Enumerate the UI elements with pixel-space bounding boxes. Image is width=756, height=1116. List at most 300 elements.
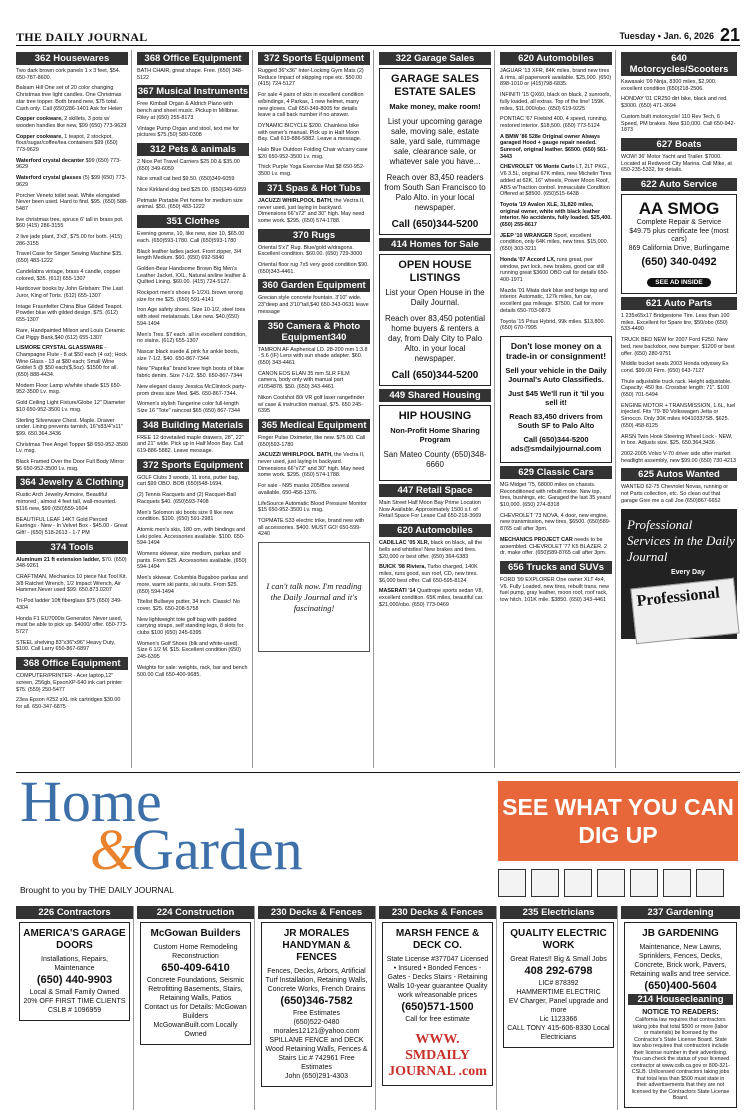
section-header: 374 Tools [16,541,128,554]
listing-text: Rare, Handpainted Milson and Louis Ceramic Cat Piggy Bank,$40 (612) 655-1307 [16,327,125,341]
classified-listing [500,202,612,229]
listing-text: Mazda '01 Miata dark blue and beige top and interior. Automatic, 127k miles, fun car, excellent gas mileage. $7500. Call for more details 650-703-0873 [500,287,608,314]
business-ad [624,922,737,1108]
section-header: 226 Contractors [16,906,133,919]
classified-listing [258,68,370,88]
classified-listing [16,574,128,594]
smog-ad [621,194,737,294]
section-header: 230 Decks & Fences [258,906,375,919]
classified-listing [500,482,612,509]
listing-text: 1 teapot, 2 stockpot, flour/sugar/coffee/tea containers $99 (650) 773-9629 [16,133,118,154]
listing-text: WOW! 36' Motor Yacht and Trailer. $7000. Located at Redwood City Marina. Call Mike, at 650-235-5332, for details. [621,153,732,174]
auto-classifieds-ad [500,336,612,463]
classified-listing [16,383,128,396]
classified-listing [621,337,737,357]
classified-listing [258,347,370,367]
classified-listing [500,164,612,198]
classified-listing [621,484,737,504]
ad-line: SPILLANE FENCE and DECK [269,1037,364,1044]
business-name: AMERICA'S GARAGE DOORS [23,928,126,951]
classified-listing [137,527,249,547]
classified-listing [258,483,370,496]
section-header: 368 Office Equipment [16,657,128,670]
ad-text: 869 California Drive, Burlingame [628,244,730,252]
listing-lead: JACUZZI WHIRLPOOL BATH, [258,452,333,459]
column-4 [379,50,495,768]
classified-listing [500,257,612,284]
ad-text: Reach over 83,450 readers from South San Francisco to Palo Alto. in your local newspaper. [384,173,486,212]
listing-text: Weights for sale: weights, rack, bar and bench 500.00 Call 650-400-9685. [137,664,248,678]
listing-text: the Vectra II, never used, just laying in backyard. Dimensions 66"x72" and 30" high. May need some work. $295. (650) 574-1788. [258,452,365,479]
classified-listing [137,641,249,661]
section-header: 371 Spas & Hot Tubs [258,182,370,195]
business-name: JB GARDENING [642,928,719,939]
classified-listing [258,262,370,275]
listing-text: New "Paprika" brand knee high boots of blue fabric denim. Size 7-1/2. $50. 650-867-7344 [137,366,244,380]
classified-listing [500,116,612,129]
business-ad [19,922,130,1021]
listing-text: live christmas tree, spruce 6' tall in brass pot. $60 (415) 286-3155 [16,216,124,230]
classified-listing [621,114,737,134]
ad-phone: Call (650)344-5200 [391,219,479,230]
listing-text: Main Street Half Moon Bay Prime Location Now Available. Approximately 1500 s.f. of Retail Space For Lease Call 650-218-3669 [379,500,482,520]
bottom-ad-3 [258,906,376,1110]
listing-text: Men's Tres. $7 each. all in excellent condition, no stains. (612) 655-1307 [137,331,247,345]
masthead [16,26,740,46]
listing-text: Womens skiwear, size medium, parkas and pants. From $25. Accessories available. (650) 594-1494 [137,551,247,571]
classified-listing [500,537,612,557]
classified-listing [137,510,249,523]
bricks-icon [597,869,625,897]
bottom-ad-5 [500,906,618,1110]
column-3 [258,50,374,768]
section-header: 621 Auto Parts [621,297,737,310]
classified-listing [16,673,128,693]
home-word: Home [20,769,162,834]
section-header: 364 Jewelry & Clothing [16,476,128,489]
classified-listing [621,379,737,399]
classified-listing [16,269,128,282]
listing-text: Iron Age safety shoes. Size 10-1/2, steel toes with steel metatarsals. Like new. $40.(650) 594-1494 [137,307,246,327]
classified-listing [258,518,370,538]
listing-text: DYNAMIC BICYCLE $200. Chainless bike with owner's manual. Pick up in Half Moon Bay. Call 619-886-5882. Leave a message. [258,122,362,143]
listing-text: Turbo charged, 140K miles, runs good, sun roof, CD, new tires. $6,000 best offer. Call 650-595-8124 [379,564,478,584]
listing-lead: CADILLAC '05 XLR, [379,540,430,547]
listing-text: Golden-Bear Handsome Brown Big Men's Leather Jacket, XXL, Natural aniline leather & Quilted Lining. $60.00. (415) 724-5127. [137,265,247,286]
listing-text: 2 skillets, 3 pots w/ wooden handles like new, $99 (650) 773-9629 [16,116,127,129]
listing-text: Free Kimball Organ & Aldrich Piano with bench and sheet music. Pickup in Millbrae. Riley at (650) 255-8173 [137,101,240,121]
home-garden-banner [16,769,740,904]
ad-title: Don't lose money on a trade-in or consignment! [505,340,607,361]
classified-listing [379,588,491,608]
classified-listing [621,79,737,92]
classified-listing [16,400,128,413]
ad-title: GARAGE SALES ESTATE SALES [390,73,479,98]
classified-listing [258,245,370,258]
classified-listing [16,116,128,129]
promo-box: SEE WHAT YOU CAN DIG UP [498,781,738,861]
ampersand: & [90,817,136,882]
listing-text: FREE 12 dovetailed maple drawers, 28", 22" and 21" wide. Pick up in Half Moon Bay. Call 619-886-5882. Leave message. [137,434,244,455]
classified-listing [137,384,249,397]
listing-text: Nice small cat bed $9.50. (650)349-6059 [137,176,235,183]
classified-listing [137,366,249,379]
business-ad [503,922,614,1048]
listing-text: Oriental floor rug 7x5 very good condition $90. (650)343-4461. [258,262,369,275]
listing-lead: JEEP '10 WRANGER [500,232,553,239]
listing-text: 23ea Epson #252 sXL ink cartridges $30.00 for all. 650-347-6875 [16,697,121,710]
listing-lead: Toyota '19 Avalon XLE, 31,820 miles, original owner, white with black leather interior. No accidents, fully loaded. $25,400. (650) 255-8617 [500,201,612,229]
ad-line: Maintenance, New Lawns, Sprinklers, Fences, Decks, Concrete, Brick work, Pavers, Retaining walls and tree service. [630,944,731,978]
classified-listing [621,154,737,174]
promo-ad [379,405,491,481]
ad-line: HAMMERTIME ELECTRIC [516,989,601,996]
classified-listing [16,517,128,537]
listing-lead: Waterford crystal glasses [16,175,82,182]
ad-line: Fences, Decks, Arbors, Artificial Turf Installation, Retaining Walls, Concrete Works, French Drains [265,968,368,993]
listing-text: STEEL shelving 83"x36"x96" Heavy Duty, $100. Call Larry 650-867-6897 [16,639,116,653]
classified-listing [500,577,612,604]
classified-listing [16,640,128,653]
classified-listing [16,85,128,112]
section-header: 312 Pets & animals [137,143,249,156]
listing-text: Custom built motorcycle! 110 Rev Tech, 6 Speed, PM brakes. New $10,000. Call 650-942-1873 [621,113,736,134]
column-6 [621,50,740,768]
classified-listing [621,451,737,464]
classified-listing [500,68,612,88]
ad-line: CALL TONY 415-606-8330 Local Electricians [507,1025,610,1041]
listing-text: Finger Pulse Oximeter, like new. $75.00. Call (650)593-1780 [258,434,366,448]
classified-listing [16,459,128,472]
classified-listing [258,501,370,514]
issue-date: Tuesday • Jan. 6, 2026 [619,31,714,41]
ad-text: Complete Repair & Service [636,219,722,227]
ad-line: (650)522-0480 morales12121@yahoo.com [273,1019,360,1035]
classified-listing [16,234,128,247]
listing-text: $99 (650) 773-9629 [16,157,121,171]
listing-lead: Copper cookware, [16,116,63,123]
listing-lead: MASERATI '14 [379,588,416,595]
bottom-ad-1 [16,906,134,1110]
listing-text: Evening gowns, 10, like new, size 10, $65.00 each. (650)593-1780. Call (650)593-1780 [137,231,245,244]
section-header: 414 Homes for Sale [379,238,491,251]
paper-name: THE DAILY JOURNAL [16,30,148,44]
listing-text: Rockport men's shoes 9-1/2XL brown wrong size for me $25. (650) 591-4141 [137,290,243,303]
ad-subtitle: Make money, make room! [389,102,481,111]
classified-listing [500,134,612,161]
classified-listing [621,434,737,447]
section-header: 372 Sports Equipment [258,52,370,65]
ad-text: Reach over 83,450 potential home buyers & renters a day, from Daly City to Palo Alto. in your local newspaper. [384,314,486,363]
column-2 [137,50,253,768]
classified-listing [137,401,249,414]
classified-listing [137,475,249,488]
listing-text: Thule adjustable truck rack. Height adjustable. Capacity: 450 lbs. Crossbar length: 71". $100 (650) 701-5494 [621,378,732,399]
listing-text: TAMRON AF Aspherical LD. 28-200 mm 1:3.8 - 5.6 (IF) Lens with sun shade adapter. $60.(650) 343-4461 [258,346,368,366]
section-header: 235 Electricians [500,906,617,919]
business-name: McGowan Builders [150,928,241,939]
classified-listing [16,134,128,154]
section-header: 629 Classic Cars [500,466,612,479]
classified-listing [16,557,128,570]
listing-text: ARSN Twin Hook Steering Wheel Lock - NEW, in box. Adjusts size. $25. 650.364.3436 [621,433,733,447]
ad-line: Lic 1123366 [539,1016,578,1023]
listing-text: Thick Purple Yoga Exercise Mat $8 650-952-3500 Lv. msg. [258,164,365,178]
listing-text: Modern Floor Lamp w/white shade $15 650-952-3500 Lv. msg. [16,382,122,396]
classified-listing [16,492,128,512]
classified-listing [137,176,249,183]
listing-text: JAGUAR '13 XFR, 84K miles, brand new tires & rims, all paperwork available. $25,000. (650) 898-1010 or (415)798-6835. [500,68,612,88]
listing-text: 2 Nice Pet Travel Carriers $25.00 & $35.00 (650) 349-6059 [137,158,240,172]
listing-lead: Aluminum 21 ft extension ladder, [16,556,101,563]
listing-text: - Champagne Flute - 8 at $50 each (4 oz); Hock Wine Glass - 13 at $80 each; Small Wine Goblet 5 @ $50 each($,5oz). $1500 for all. (650) 888-4434. [16,345,127,379]
ad-line: Custom Home Remodeling Reconstruction [153,944,238,960]
listing-text: Women's Golf Shoes (blk and white-used). Size 6 1/2 M. $15. Excellent condition (650) 245-6395 [137,640,241,661]
classified-listing [16,68,128,81]
classified-listing [500,233,612,253]
ad-phone: (650)571-1500 [401,1001,474,1013]
classified-listing [137,492,249,505]
bottom-ad-4 [379,906,497,1110]
ad-line: Contact us for Details: McGowan Builders [144,1004,247,1020]
listing-text: Men's Solomon ski boots size 9 like new condition. $100. (650) 591-2981 [137,509,234,523]
classified-listing [137,126,249,139]
listing-text: TRUCK BED NEW for 2007 Ford F250. New bed, new backdoor, new bumper. $1200 or best offer. (650) 280-9751 [621,337,735,357]
ad-line: State License #377047 Licensed • Insured • Bonded Fences - Gates - Decks Stairs - Retaining Walls 10-year guarantee Quality work w/reasonable prices [386,956,489,999]
listing-text: Men's skiwear. Columbia Bugaboo parkas and more, warm ski pants, ski suits. From $25. (650) 594-1494 [137,575,248,595]
classified-listing [137,617,249,637]
section-header: 214 Housecleaning [628,994,733,1005]
ad-text: Just $45 We'll run it 'til you sell it! [508,388,604,407]
business-name: QUALITY ELECTRIC WORK [510,928,607,951]
listing-text: $70. (650) 348-9261 [16,556,127,570]
listing-text: Women's stylish Tangerine color full-length Size 16 "Tote" raincoat $65 (650) 867-7344 [137,401,241,414]
classified-listing [258,198,370,225]
classified-listing [137,159,249,172]
see-ad-badge: SEE AD INSIDE [647,278,710,287]
listing-text: Sterling Silverware Chest. Maple. Drawer under. Lining prevents tarnish, 16"x83/4"x11" $99. 650.364.3436 [16,417,123,437]
ad-line: Great Rates!! Big & Small Jobs [510,956,607,963]
listing-text: Rugged 36"x36" Inter-Locking Gym Mats (2) Reduce Impact of skipping rope etc. $50.00 (415) 724-5127 [258,68,364,88]
listing-text: Travel Case for Singer Sewing Machine $35. (650) 483-1222 [16,251,123,265]
classified-listing [137,332,249,345]
ad-title: OPEN HOUSE LISTINGS [398,259,472,284]
ad-text: Reach 83,450 drivers from South SF to Palo Alto [509,411,603,430]
listing-lead: MECHANICS PROJECT CAR [500,536,573,543]
listing-text: Kawasaki '09 Ninja, 8300 miles, $2,900, excellent condition (650)218-2506. [621,79,717,92]
classified-listing [258,452,370,479]
section-header: 224 Construction [137,906,254,919]
listing-text: ENGINE MOTOR + TRANSMISSION, 1.6L, fuel injected. Fits '79-'80 Volkswagen Jetta or Sirrocco. Only 30K miles #0410337SB. $625. (650) 458-8125 [621,402,736,429]
section-header: 368 Office Equipment [137,52,249,65]
listing-text: needs to be assembled. CHEVROLET '77 K5 BLAZER. 2 dr, make offer. (650)589-8765 call after 3pm. [500,536,607,557]
classified-listing [500,319,612,332]
classified-listing [16,598,128,611]
classified-listing [621,96,737,109]
listing-text: HONDAY '01 CR250 dirt bike, black and red. $3000. (650) 471-3694 [621,96,728,110]
classified-listing [137,665,249,678]
ad-phone: (650)400-5604 [644,980,717,992]
fence-icon [531,869,559,897]
bottom-ad-6 [621,906,740,1110]
column-5 [500,50,616,768]
ad-line: Installations, Repairs, Maintenance [41,956,108,972]
classified-listing [16,286,128,299]
ad-text: San Mateo County (650)348-6660 [383,450,487,469]
classified-listing [379,540,491,560]
bottom-ad-2 [137,906,255,1110]
listing-text: Nikon Coolshot 80i VR golf laser rangefinder w/ case & instruction manual. $75. 650 245-6395 [258,394,365,415]
listing-text: Halo Blue Outdoor Folding Chair w/carry case $20 650-952-3500 Lv. msg. [258,147,368,160]
column-1 [16,50,132,768]
ad-line: EV Charger, Panel upgrade and more [508,998,609,1014]
listing-text: LifeSource Automatic Blood Pressure Monitor $15 650-952-3500 Lv. msg. [258,500,367,514]
classified-listing [16,304,128,324]
classified-listing [137,307,249,327]
classified-listing [500,288,612,315]
listing-text: Balsam Hill One set of 20 color changing Christmas tree light candles. One Christmas star tree topper. Both brand new, $75 total. Cash only. Call (650)286-1401 Ask for Helen [16,85,123,112]
classified-listing [137,68,249,81]
classified-listing [16,328,128,341]
ad-text: $49.75 plus certificate fee (most cars) [629,227,729,244]
section-header: 360 Garden Equipment [258,279,370,292]
section-header: 365 Medical Equipment [258,419,370,432]
ad-phone: 408 292-6798 [524,965,593,977]
classified-listing [500,513,612,533]
plant-icon [663,869,691,897]
hammer-icon [630,869,658,897]
listing-lead: A BMW '86 528e Original owner Always garaged Hood + gauge repair needed. Sunroof, original leather. $6500. (650) 561-3443 [500,133,608,160]
listing-text: CANON EOS ELAN 35 mm SLR FILM camera, body only with manual part #1054878. $50. (650) 343-4461 [258,370,350,391]
listing-text: Toyota '15 Prius Hybrid, 99k miles. $13,800. (650) 670-7995 [500,318,606,332]
notice-text: NOTICE TO READERS: [642,1009,719,1016]
shovel-icon [498,869,526,897]
ad-line: Concrete Foundations, Seismic Retrofitting Basements, Stairs, Retaining Walls, Patios [146,977,245,1002]
listing-text: BEAUTIFUL LEAF 14KT Gold Pierced Earrings - New - In Velvet Box - $45.00 - Great Gift! - (650) 518-2613 - 1-7 PM [16,516,128,536]
classified-listing [137,101,249,121]
listing-text: New elegant classy Jessica McClintock party-prom dress size Med. $45. 650-867-7344. [137,383,247,397]
saw-icon [696,869,724,897]
classified-listing [258,395,370,415]
listing-lead: Honda '07 Accord LX, [500,256,556,263]
classified-listing [258,295,370,315]
listing-text: New lightweight tote golf bag with padded carrying straps, self standing legs, 8 slots for clubs $100 (650) 245-6395 [137,616,244,637]
classified-listing [258,164,370,177]
listing-text: Petmate Portable Pet home for medium size animal. $50. (650) 483-1222 [137,197,243,211]
section-header: 625 Autos Wanted [621,468,737,481]
ad-line: Wood Retaining Walls, Fences & Stairs Lic.# 742961 Free Estimates [265,1046,368,1071]
classified-listing [16,217,128,230]
ad-phone: (650)346-7582 [280,995,353,1007]
promo-ad [379,68,491,235]
listing-text: (5) $99 (650) 773-9629 [16,175,127,188]
classified-listing [137,231,249,244]
ad-phone: (650) 340-0492 [641,256,717,269]
classified-listing [16,697,128,710]
listing-text: Nice Kirkland dog bed $25.00. (650)349-6059 [137,187,247,194]
listing-text: Titelist Bullseye putter, 34 inch. Classic! No cover. $25. 650-208-5758 [137,599,240,612]
listing-text: Middle bucket seats 2003 Honda odyssey Ex cond. $99.00 Firm. (650) 643-7127 [621,361,729,374]
classified-listing [137,349,249,362]
ad-line: Call for free estimate [405,1016,470,1023]
classified-listing [16,345,128,379]
ad-line: CSLB # 1096959 [47,1007,102,1014]
classified-listing [137,551,249,571]
listing-text: Hardcover books by John Grisham: The Last Juror, King of Torts. (612) 655-1307 [16,286,123,299]
listing-text: Christmas Tree Angel Topper $8 650-952-3500 Lv. msg. [16,441,128,455]
listing-text: Sport, excellent condition, only 64K miles, new tires. $15,000. (650) 303-3211 [500,232,609,253]
ad-line: LIC# 878392 [538,980,579,987]
ad-subtitle: Non-Profit Home Sharing Program [390,426,480,444]
listing-text: Gold Ceiling Light Fixture/Globe 12" Diameter $10 650-952-3500 Lv. msg. [16,400,126,413]
listing-text: For sale 4 pairs of skis in excellent condition w/bindings, 4 Parkas, 1 new helmet, many new gloves. Call 650-349-8005 for details leave a call back number if no answer. [258,92,364,119]
business-ad [140,922,251,1045]
ad-phone: (650) 440-9903 [36,974,113,986]
listing-text: Porcher Veneto toilet seat. White elongated Never been used. Hard to find. $95. (650) 588-5487 [16,192,128,212]
classified-listing [16,442,128,455]
newspaper-headline: Professional [635,583,721,610]
section-header: 362 Housewares [16,52,128,65]
listing-text: Tri-Pod ladder 10ft fiberglass $75 (650) 349-4304 [16,598,122,611]
listing-text: FORD '99 EXPLORER One owner XLT 4x4, V6. Fully Loaded, new tires, rebuilt trans, new fuel pump, gray leather, moon roof, roof rack, tow hitch. 101K mile. $3850. (650) 343-4461 [500,576,610,604]
classified-listing [621,361,737,374]
listing-text: MG Midget '75, 68000 miles on chassis. Reconditioned with rebuilt motor. New top, tires, bushings, etc. Garaged the last 35 years! $10,000. (650) 274-8318 [500,481,612,509]
classified-listing [137,435,249,455]
website-mark: WWW. SMDAILY JOURNAL .com [388,1032,487,1079]
classified-listing [137,187,249,194]
section-header: 372 Sports Equipment [137,459,249,472]
notice-text: California law requires that contractors taking jobs that total $500 or more (labor or materials) be licensed by the Contractor's State License Board. State law also requires that contractors include their license number in their advertising. You can check the status of your licensed contractor at www.cslb.ca.gov or 800-321-CSLB. Unlicensed contractors taking jobs that total less than $500 must state in their advertisements that they are not licensed by the Contractors State License Board. [631,1017,730,1101]
classified-listing [137,198,249,211]
ad-line: 20% OFF FIRST TIME CLIENTS [23,998,126,1005]
section-header: 348 Building Materials [137,419,249,432]
classified-listing [16,175,128,188]
section-header: 640 Motorcycles/Scooters [621,52,737,76]
listing-text: LT, 2LT PKG., V6 3.5L, original 67K miles, new Michelin Tires added at 62K, 16" wheels, Power Moon Roof, ABS w/Traction control. Immaculate Condition Offered at $8500. (650)515-6438 [500,164,612,198]
classified-listing [258,123,370,143]
classified-listing [137,249,249,262]
ad-line: John (650)291-4303 [284,1073,349,1080]
section-header: 447 Retail Space [379,484,491,497]
section-header: 237 Gardening [621,906,740,919]
classified-listing [137,290,249,303]
section-header: 656 Trucks and SUVs [500,561,612,574]
section-header: 449 Shared Housing [379,389,491,402]
listing-text: 2 live jade plant, 3'x3', $75.00 for both. (415) 286-3155 [16,234,123,247]
listing-lead: Waterford crystal decanter [16,157,85,164]
classified-listing [621,403,737,430]
garden-word: Garden [132,817,303,882]
classified-listing [137,575,249,595]
listing-text: CHEVROLET '73 NOVA. 4 door, new engine, new transmission, new tires, $6500. (650)589-8765 call after 3pm. [500,512,611,533]
listing-text: TOPMATE S33 electric trike, brand new with all accessories. $400. MUST GO! 650-599-4240 [258,517,365,538]
listing-text: Candelabra vintage, brass 4 candle, copper colored, $35. (612) 655-1307 [16,268,121,282]
classified-listing [379,500,491,520]
classified-listing [258,435,370,448]
listing-text: black on black, all the bells and whistles! New brakes and tires. $20,000 or best offer. (650) 364-6383 [379,540,483,560]
ad-line: McGowanBuilt.com Locally Owned [153,1022,238,1038]
cartoon-caption: I can't talk now. I'm reading the Daily Journal and it's fascinating! [258,542,370,652]
classified-listing [258,371,370,391]
classified-listing [16,616,128,636]
section-header: 351 Clothes [137,215,249,228]
listing-text: Grecian style concrete fountain. 3'10" wide. 23"deep and 3'10"tall,$40 650-343-0631 leave message [258,295,369,315]
ad-phone: 650-409-6410 [161,962,230,974]
paint-roller-icon [564,869,592,897]
classified-listing [16,158,128,171]
classified-listing [258,92,370,119]
classified-listing [16,251,128,264]
